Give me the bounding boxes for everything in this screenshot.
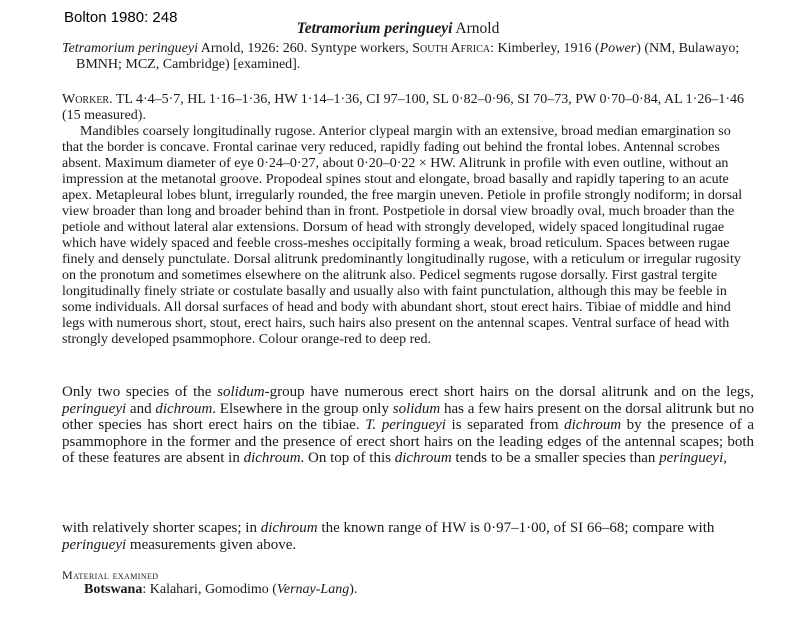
d1-peringueyi: peringueyi [62, 400, 127, 417]
material-collector: Vernay-Lang [276, 582, 350, 597]
d1g: by the presence of a psammophore in the former and the presence of erect short hairs on the leading edges of the antennal scapes; both of these features are absent in [62, 417, 755, 466]
d1-solidum: solidum [392, 400, 441, 417]
d2c: measurements given above. [126, 537, 297, 553]
d1-dichroum-4: dichroum [394, 450, 452, 466]
material-record [62, 582, 774, 598]
d1-dichroum-2: dichroum [564, 417, 622, 433]
species-name: Tetramorium peringueyi [296, 20, 453, 37]
d1b: -group have numerous erect short hairs on the dorsal alitrunk and on the legs, [264, 384, 754, 400]
material-locality: : Kalahari, Gomodimo ( [142, 582, 277, 597]
d2-dichroum: dichroum [260, 520, 318, 536]
species-author: Arnold [455, 20, 500, 37]
d1i: tends to be a smaller species than [451, 450, 660, 466]
d1c: and [126, 400, 156, 417]
synonymy-name: Tetramorium peringueyi [62, 41, 198, 56]
d1-T-peringueyi: T. peringueyi [365, 417, 446, 433]
synonymy-paragraph [62, 41, 766, 73]
d1f: is separated from [445, 417, 565, 433]
citation-label: Bolton 1980: 248 [64, 9, 178, 26]
material-country: Botswana [84, 582, 143, 597]
d1h: . On top of this [300, 450, 395, 466]
worker-section [62, 92, 752, 348]
d1-peringueyi-2: peringueyi [659, 450, 724, 466]
discussion-paragraph [62, 384, 754, 467]
discussion-paragraph-continued [62, 520, 754, 554]
d2a: with relatively shorter scapes; in [62, 520, 261, 536]
worker-measurement-values: . TL 4·4–5·7, HL 1·16–1·36, HW 1·14–1·36, CI 97–100, SL 0·82–0·96, SI 70–73, PW 0·70–0·84, AL 1·26–1·46 (15 measured). [62, 92, 744, 123]
synonymy-text-3: ) (NM, Bulawayo; BMNH; MCZ, Cambridge) [examined]. [76, 41, 740, 73]
d1a: Only two species of the [62, 384, 218, 400]
worker-measurements [62, 92, 752, 124]
synonymy-collector: Power [599, 41, 637, 56]
synonymy-text-1: Arnold, 1926: 260. Syntype workers, [197, 41, 413, 56]
worker-description: Mandibles coarsely longitudinally rugose. Anterior clypeal margin with an extensive, broad median emargination so that the border is concave. Frontal carinae very reduced, rapidly fading out behind the frontal lobes. Antennal scrobes absent. Maximum diameter of eye 0·24–0·27, about 0·20–0·22 × HW. Alitrunk in profile with even outline, without an impression at the metanotal groove. Propodeal spines stout and elongate, broad basally and rapidly tapering to an acute apex. Metapleural lobes blunt, irregularly rounded, the free margin uneven. Petiole in profile strongly nodiform; in dorsal view broader than long and broader behind than in front. Postpetiole in dorsal view broadly oval, much broader than the petiole and without lateral alar extensions. Dorsum of head with strongly developed, widely spaced longitudinal rugae which have widely spaced and feeble cross-meshes occipitally forming a weak, broad reticulum. Spaces between rugae finely and densely punctulate. Dorsal alitrunk predominantly longitudinally rugose, with a reticulum or irregular rugosity on the pronotum and sometimes elsewhere on the alitrunk also. Pedicel segments rugose dorsally. First gastral tergite longitudinally finely striate or costulate basally and usually also with faint punctulation, although this may be feeble in some individuals. All dorsal surfaces of head and body with abundant short, stout erect hairs. Tibiae of middle and hind legs with numerous short, stout, erect hairs, such hairs also present on the antennal scapes. Ventral surface of head with strongly developed psammophore. Colour orange-red to deep red. [62, 124, 743, 347]
d2-peringueyi: peringueyi [62, 537, 127, 553]
d1-dichroum-3: dichroum [243, 450, 301, 466]
d1-solidum-group: solidum [217, 384, 265, 400]
d1e: has a few hairs present on the dorsal alitrunk but no other species has short erect hairs on the tibiae. [62, 400, 755, 433]
material-heading: Material examined [62, 568, 159, 582]
synonymy-country: South Africa [412, 41, 491, 56]
worker-label: Worker [62, 92, 110, 107]
synonymy-text-2: : Kimberley, 1916 ( [490, 41, 600, 56]
d2b: the known range of HW is 0·97–1·00, of SI 66–68; compare with [317, 520, 715, 536]
d1-dichroum: dichroum [155, 400, 213, 417]
d1j: , [723, 450, 728, 466]
material-end: ). [349, 582, 358, 597]
d1d: . Elsewhere in the group only [212, 400, 393, 417]
species-heading [0, 20, 796, 38]
